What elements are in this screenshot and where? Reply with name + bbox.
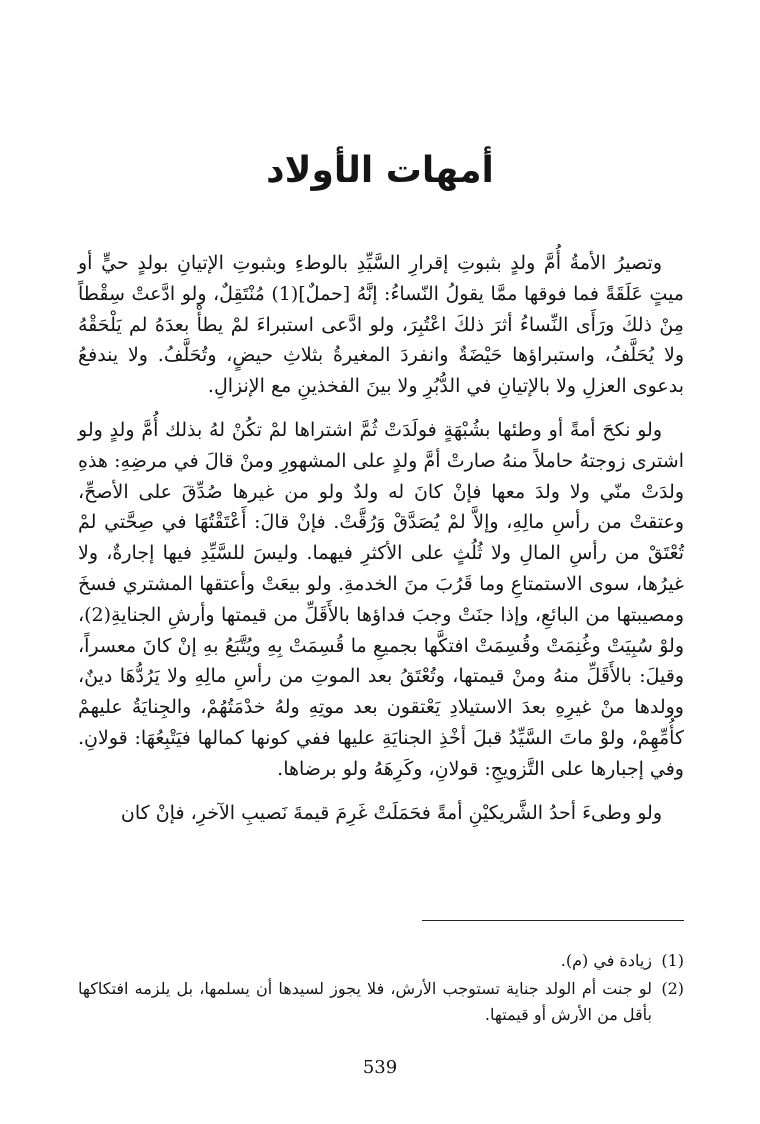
footnote: [78, 976, 684, 1028]
main-text: [78, 248, 684, 841]
footnote-number: (1): [661, 951, 684, 970]
footnote-divider: [422, 920, 684, 921]
paragraph: وتصيرُ الأمةُ أُمَّ ولدٍ بثبوتِ إقرارِ السَّيِّدِ بالوطءِ وبثبوتِ الإتيانِ بولدٍ حيٍّ أو ميتٍ عَلَقَةً فما فوقها ممَّا يقولُ النّساءُ: إنَّهُ [حملٌ](1) مُنْتَقِلٌ، ولو ادَّعتْ سِقْطاً مِنْ ذلكَ ورَأَى النِّساءُ أثرَ ذلكَ اعْتُبِرَ، ولو ادَّعى استبراءَ لمْ يطأْ بعدَهُ لم يَلْحَقْهُ ولا يُحَلَّفُ، واستبراؤها حَيْضَةٌ وانفردَ المغيرةُ بثلاثِ حيضٍ، وتُحَلَّفُ. ولا يندفعُ بدعوى العزلِ ولا بالإتيانِ في الدُّبُرِ ولا بينَ الفخذينِ مع الإنزالِ.: [78, 252, 684, 398]
footnote-number: (2): [661, 979, 684, 998]
footnote: [78, 948, 684, 974]
paragraph: ولو وطىءَ أحدُ الشَّريكيْنِ أمةً فحَمَلَتْ غَرِمَ قيمةَ نَصيبِ الآخرِ، فإنْ كان: [120, 801, 662, 824]
footnote-text: زيادة في (م).: [560, 951, 652, 970]
footnotes: [78, 948, 684, 1030]
footnote-text: لو جنت أم الولد جناية تستوجب الأرش، فلا يجوز لسيدها أن يسلمها، بل يلزمه افتكاكها بأقل من الأرش أو قيمتها.: [78, 979, 652, 1024]
chapter-title: أمهات الأولاد: [266, 150, 494, 191]
paragraph: ولو نكحَ أمةً أو وطئها بشُبْهَةٍ فولَدَتْ ثُمَّ اشتراها لمْ تكُنْ لهُ بذلك أُمَّ ولدٍ ولو اشترى زوجتهُ حاملاً منهُ صارتْ أمَّ ولدٍ على المشهورِ ومنْ قالَ في مرضِهِ: هذهِ ولدَتْ منّي ولا ولدَ معها فإنْ كانَ له ولدٌ ولو من غيرها صُدِّقَ على الأصحِّ، وعتقتْ من رأسِ مالِهِ، وإلاَّ لمْ يُصَدَّقْ وَرُقَّتْ. فإنْ قالَ: أَعْتَقْتُهَا في صِحَّتي لمْ تُعْتَقْ من رأسِ المالِ ولا ثُلُثٍ على الأكثرِ فيهما. وليسَ للسَّيِّدِ فيها إجارةٌ، ولا غيرُها، سوى الاستمتاعِ وما قَرُبَ منَ الخدمةِ. ولو بيعَتْ وأعتقها المشتري فسخَ ومصيبتها من البائعِ، وإذا جنَتْ وجبَ فداؤها بالأَقَلِّ من قيمتها وأرشِ الجنايةِ(2)، ولوْ سُبِيَتْ وغُنِمَتْ وقُسِمَتْ افتكَّها بجميعِ ما قُسِمَتْ بِهِ ويُتَّبَعُ بهِ إنْ كانَ معسراً، وقيلَ: بالأَقَلِّ منهُ ومنْ قيمتها، وتُعْتَقُ بعد الموتِ من رأسِ مالِهِ ولا يَرُدُّهَا دينٌ، وولدها منْ غيرِهِ بعدَ الاستيلادِ يَعْتقون بعد موتِهِ ولهُ خدْمَتُهُمْ، والجِنايَةُ عليهمْ كأُمِّهِمْ، ولوْ ماتَ السَّيِّدُ قبلَ أخْذِ الجنايَةِ عليها ففي كونها كمالها فيَتْبِعُهَا: قولانِ. وفي إجبارها على التَّزويجِ: قولانِ، وكَرِهَهُ ولو برضاها.: [78, 418, 684, 780]
page-number: 539: [362, 1057, 398, 1078]
